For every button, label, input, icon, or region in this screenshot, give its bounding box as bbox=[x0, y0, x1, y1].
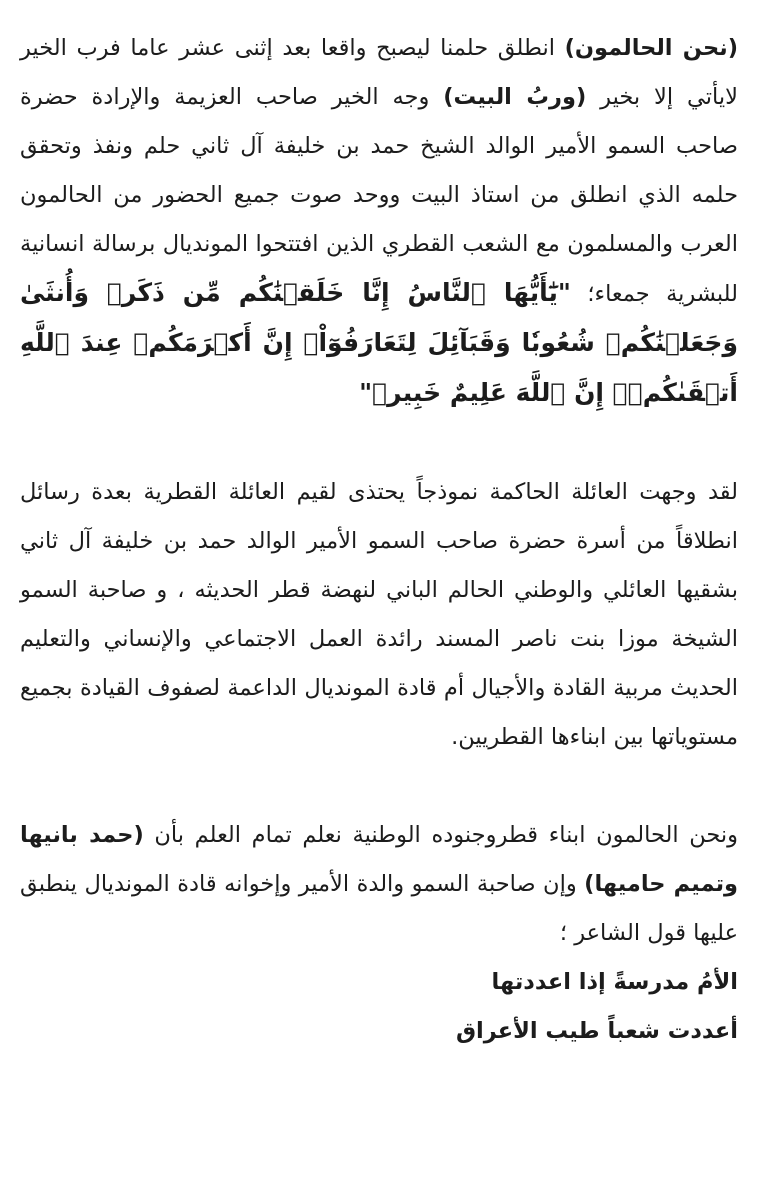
paragraph-closing bbox=[20, 811, 738, 1056]
poem-line-1: الأمُ مدرسةً إذا اعددتها bbox=[491, 969, 738, 995]
ruling-family-text: لقد وجهت العائلة الحاكمة نموذجاً يحتذى لقيم العائلة القطرية بعدة رسائل انطلاقاً من أسرة حضرة صاحب السمو الأمير الوالد حمد بن خليفة آل ثاني بشقيها العائلي والوطني الحالم الباني لنهضة قطر الحديثه ، و صاحبة السمو الشيخة موزا بنت ناصر المسند رائدة العمل الاجتماعي والإنساني والتعليم الحديث مربية القادة والأجيال أم قادة المونديال الداعمة لصفوف القيادة بجميع مستوياتها بين ابناءها القطريين. bbox=[20, 479, 738, 750]
intro-text: انطلق حلمنا ليصبح واقعا بعد إثنى عشر عاما فرب الخير لايأتي إلا بخير bbox=[20, 35, 738, 110]
intro-text-continued: وجه الخير صاحب العزيمة والإرادة حضرة صاحب السمو الأمير الوالد الشيخ حمد بن خليفة آل ثاني حلم ونفذ وتحقق حلمه الذي انطلق من استاذ البيت ووحد صوت جميع الحضور من الحالمون العرب والمسلمون مع الشعب القطري الذين افتتحوا المونديال برسالة انسانية للبشرية جمعاء؛ bbox=[20, 84, 738, 307]
rab-albait-phrase: (وربُ البيت) bbox=[443, 84, 587, 110]
closing-text-continued: وإن صاحبة السمو والدة الأمير وإخوانه قادة المونديال ينطبق عليها قول الشاعر ؛ bbox=[20, 871, 738, 946]
paragraph-intro bbox=[20, 24, 738, 419]
quran-verse: "يَٰٓأَيُّهَا ٱلنَّاسُ إِنَّا خَلَقۡنَٰكُم مِّن ذَكَرٖ وَأُنثَىٰ وَجَعَلۡنَٰكُمۡ شُعُوبٗا وَقَبَآئِلَ لِتَعَارَفُوٓاْۚ إِنَّ أَكۡرَمَكُمۡ عِندَ ٱللَّهِ أَتۡقَىٰكُمۡۚ إِنَّ ٱللَّهَ عَلِيمٌ خَبِيرٞ" bbox=[20, 278, 738, 407]
paragraph-ruling-family bbox=[20, 468, 738, 762]
dreamers-heading: (نحن الحالمون) bbox=[564, 35, 738, 61]
hamad-tamim-phrase: (حمد بانيها وتميم حاميها) bbox=[20, 822, 739, 897]
article-body bbox=[20, 24, 738, 1056]
closing-text: ونحن الحالمون ابناء قطروجنوده الوطنية نعلم تمام العلم بأن bbox=[143, 822, 738, 848]
poem-line-2: أعددت شعباً طيب الأعراق bbox=[455, 1018, 738, 1044]
